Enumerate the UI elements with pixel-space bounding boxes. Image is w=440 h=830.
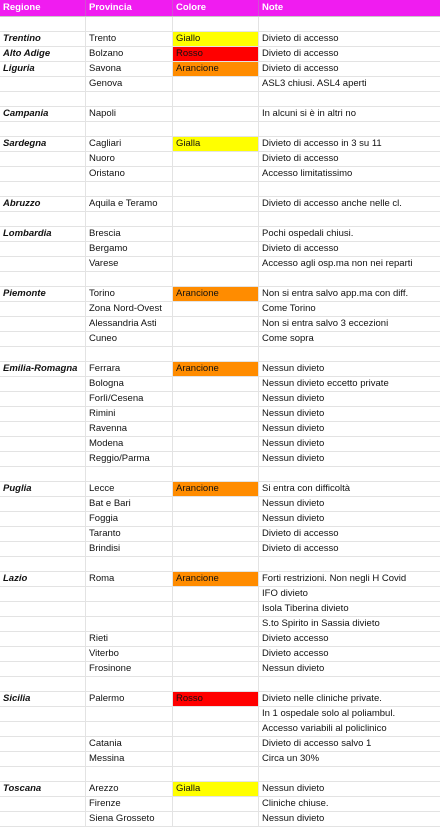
colore-cell[interactable] xyxy=(173,167,259,181)
regione-cell[interactable] xyxy=(0,377,86,391)
regione-cell[interactable]: Puglia xyxy=(0,482,86,496)
provincia-cell[interactable]: Nuoro xyxy=(86,152,173,166)
colore-cell[interactable] xyxy=(173,77,259,91)
note-cell[interactable]: Accesso agli osp.ma non nei reparti xyxy=(262,258,413,269)
colore-cell[interactable]: Arancione xyxy=(173,482,259,496)
provincia-cell[interactable]: Cuneo xyxy=(86,332,173,346)
regione-cell[interactable] xyxy=(0,392,86,406)
note-cell[interactable]: Nessun divieto xyxy=(262,393,325,404)
provincia-cell[interactable]: Brescia xyxy=(86,227,173,241)
note-cell[interactable]: Nessun divieto xyxy=(262,513,325,524)
table-row xyxy=(0,377,440,392)
colore-cell[interactable] xyxy=(173,467,259,481)
colore-cell[interactable] xyxy=(173,452,259,466)
note-cell[interactable]: Divieto di accesso xyxy=(262,33,339,44)
provincia-cell[interactable]: Trento xyxy=(86,32,173,46)
colore-cell[interactable] xyxy=(173,812,259,826)
table-row xyxy=(0,317,440,332)
table-row xyxy=(0,452,440,467)
regione-cell[interactable] xyxy=(0,437,86,451)
note-cell[interactable]: Nessun divieto xyxy=(262,813,325,824)
provincia-cell[interactable]: Siena Grosseto xyxy=(86,812,173,826)
table-row xyxy=(0,167,440,182)
regione-cell[interactable] xyxy=(0,257,86,271)
regione-cell[interactable] xyxy=(0,167,86,181)
note-cell[interactable] xyxy=(259,347,440,361)
table-row xyxy=(0,242,440,257)
note-cell[interactable]: Divieto di accesso anche nelle cl. xyxy=(262,198,402,209)
colore-cell[interactable] xyxy=(173,587,259,601)
note-cell[interactable] xyxy=(259,677,440,691)
table-row xyxy=(0,557,440,572)
colore-cell[interactable] xyxy=(173,647,259,661)
table-row xyxy=(0,17,440,32)
colore-cell[interactable] xyxy=(173,392,259,406)
regione-cell[interactable] xyxy=(0,452,86,466)
regione-cell[interactable] xyxy=(0,752,86,766)
table-row xyxy=(0,332,440,347)
table-row xyxy=(0,257,440,272)
regione-cell[interactable]: Lombardia xyxy=(0,227,86,241)
table-row xyxy=(0,497,440,512)
table-row xyxy=(0,587,440,602)
note-cell[interactable]: Nessun divieto xyxy=(262,663,325,674)
colore-cell[interactable]: Gialla xyxy=(173,782,259,796)
note-cell[interactable]: Isola Tiberina divieto xyxy=(262,603,349,614)
table-row xyxy=(0,647,440,662)
provincia-cell[interactable]: Messina xyxy=(86,752,173,766)
note-cell[interactable]: Divieto di accesso in 3 su 11 xyxy=(262,138,382,149)
provincia-cell[interactable]: Ferrara xyxy=(86,362,173,376)
table-row xyxy=(0,767,440,782)
provincia-cell[interactable]: Aquila e Teramo xyxy=(86,197,173,211)
provincia-cell[interactable]: Catania xyxy=(86,737,173,751)
table-row xyxy=(0,77,440,92)
regione-cell[interactable] xyxy=(0,557,86,571)
regione-cell[interactable] xyxy=(0,527,86,541)
regione-cell[interactable] xyxy=(0,587,86,601)
provincia-cell[interactable] xyxy=(86,212,173,226)
note-cell[interactable]: Divieto di accesso xyxy=(262,153,339,164)
note-cell[interactable] xyxy=(259,557,440,571)
note-cell[interactable]: Nessun divieto xyxy=(262,423,325,434)
colore-cell[interactable] xyxy=(173,347,259,361)
table-row xyxy=(0,407,440,422)
regione-cell[interactable] xyxy=(0,707,86,721)
colore-cell[interactable] xyxy=(173,122,259,136)
note-cell[interactable] xyxy=(259,92,440,106)
regione-cell[interactable] xyxy=(0,722,86,736)
table-row xyxy=(0,32,440,47)
table-row xyxy=(0,422,440,437)
colore-cell[interactable] xyxy=(173,737,259,751)
colore-cell[interactable]: Arancione xyxy=(173,362,259,376)
colore-cell[interactable] xyxy=(173,527,259,541)
note-cell[interactable]: Divieto di accesso xyxy=(262,63,339,74)
provincia-cell[interactable] xyxy=(86,557,173,571)
provincia-cell[interactable]: Alessandria Asti xyxy=(86,317,173,331)
regione-cell[interactable] xyxy=(0,677,86,691)
provincia-cell[interactable]: Genova xyxy=(86,77,173,91)
colore-cell[interactable] xyxy=(173,632,259,646)
table-row xyxy=(0,602,440,617)
colore-cell[interactable] xyxy=(173,152,259,166)
regione-cell[interactable] xyxy=(0,407,86,421)
table-row xyxy=(0,107,440,122)
provincia-cell[interactable]: Viterbo xyxy=(86,647,173,661)
colore-cell[interactable] xyxy=(173,497,259,511)
colore-cell[interactable] xyxy=(173,557,259,571)
provincia-cell[interactable]: Modena xyxy=(86,437,173,451)
regione-cell[interactable] xyxy=(0,617,86,631)
regione-cell[interactable]: Liguria xyxy=(0,62,86,76)
header-note[interactable]: Note xyxy=(262,2,284,13)
note-cell[interactable]: Nessun divieto xyxy=(262,408,325,419)
header-regione[interactable]: Regione xyxy=(0,0,86,16)
note-cell[interactable]: Divieto di accesso xyxy=(262,543,339,554)
table-row xyxy=(0,752,440,767)
colore-cell[interactable]: Arancione xyxy=(173,287,259,301)
colore-cell[interactable]: Arancione xyxy=(173,572,259,586)
provincia-cell[interactable]: Savona xyxy=(86,62,173,76)
provincia-cell[interactable]: Forlì/Cesena xyxy=(86,392,173,406)
note-cell[interactable]: S.to Spirito in Sassia divieto xyxy=(262,618,380,629)
note-cell[interactable] xyxy=(259,467,440,481)
table-row xyxy=(0,737,440,752)
provincia-cell[interactable] xyxy=(86,602,173,616)
note-cell[interactable]: Forti restrizioni. Non negli H Covid xyxy=(262,573,407,584)
provincia-cell[interactable]: Bat e Bari xyxy=(86,497,173,511)
table-row xyxy=(0,722,440,737)
table-row xyxy=(0,287,440,302)
colore-cell[interactable] xyxy=(173,377,259,391)
note-cell[interactable]: Come Torino xyxy=(262,303,316,314)
provincia-cell[interactable]: Roma xyxy=(86,572,173,586)
colore-cell[interactable] xyxy=(173,242,259,256)
table-row xyxy=(0,617,440,632)
colore-cell[interactable] xyxy=(173,227,259,241)
colore-cell[interactable]: Arancione xyxy=(173,62,259,76)
regione-cell[interactable]: Lazio xyxy=(0,572,86,586)
provincia-cell[interactable]: Firenze xyxy=(86,797,173,811)
note-cell[interactable]: Circa un 30% xyxy=(262,753,320,764)
regione-cell[interactable]: Campania xyxy=(0,107,86,121)
note-cell[interactable] xyxy=(259,212,440,226)
colore-cell[interactable]: Rosso xyxy=(173,47,259,61)
regione-cell[interactable] xyxy=(0,662,86,676)
note-cell[interactable]: Nessun divieto xyxy=(262,783,325,794)
colore-cell[interactable] xyxy=(173,662,259,676)
table-row xyxy=(0,197,440,212)
provincia-cell[interactable]: Lecce xyxy=(86,482,173,496)
note-cell[interactable]: Divieto di accesso xyxy=(262,48,339,59)
regione-cell[interactable]: Piemonte xyxy=(0,287,86,301)
regione-cell[interactable] xyxy=(0,602,86,616)
regione-cell[interactable] xyxy=(0,542,86,556)
colore-cell[interactable] xyxy=(173,707,259,721)
table-row xyxy=(0,632,440,647)
colore-cell[interactable]: Rosso xyxy=(173,692,259,706)
provincia-cell[interactable] xyxy=(86,722,173,736)
note-cell[interactable]: Nessun divieto xyxy=(262,438,325,449)
table-row xyxy=(0,302,440,317)
table-row xyxy=(0,212,440,227)
note-cell[interactable]: Come sopra xyxy=(262,333,314,344)
note-cell[interactable]: Divieto di accesso xyxy=(262,528,339,539)
note-cell[interactable] xyxy=(259,272,440,286)
regione-cell[interactable] xyxy=(0,632,86,646)
provincia-cell[interactable]: Cagliari xyxy=(86,137,173,151)
colore-cell[interactable] xyxy=(173,182,259,196)
provincia-cell[interactable]: Arezzo xyxy=(86,782,173,796)
colore-cell[interactable] xyxy=(173,722,259,736)
table-row xyxy=(0,542,440,557)
regione-cell[interactable] xyxy=(0,17,86,31)
provincia-cell[interactable]: Varese xyxy=(86,257,173,271)
provincia-cell[interactable]: Rieti xyxy=(86,632,173,646)
table-row xyxy=(0,677,440,692)
colore-cell[interactable] xyxy=(173,212,259,226)
note-cell[interactable]: ASL3 chiusi. ASL4 aperti xyxy=(262,78,367,89)
header-row xyxy=(0,0,440,17)
regione-cell[interactable] xyxy=(0,332,86,346)
provincia-cell[interactable]: Foggia xyxy=(86,512,173,526)
regione-cell[interactable]: Sicilia xyxy=(0,692,86,706)
table-row xyxy=(0,92,440,107)
regione-cell[interactable] xyxy=(0,647,86,661)
table-row xyxy=(0,707,440,722)
table-row xyxy=(0,482,440,497)
table-row xyxy=(0,152,440,167)
note-cell[interactable]: Nessun divieto xyxy=(262,453,325,464)
table-row xyxy=(0,512,440,527)
colore-cell[interactable] xyxy=(173,197,259,211)
table-row xyxy=(0,692,440,707)
note-cell[interactable]: Divieto accesso xyxy=(262,633,329,644)
table-row xyxy=(0,272,440,287)
table-row xyxy=(0,572,440,587)
regione-cell[interactable] xyxy=(0,152,86,166)
note-cell[interactable] xyxy=(259,17,440,31)
note-cell[interactable]: IFO divieto xyxy=(262,588,308,599)
colore-cell[interactable]: Giallo xyxy=(173,32,259,46)
table-row xyxy=(0,527,440,542)
colore-cell[interactable] xyxy=(173,542,259,556)
provincia-cell[interactable] xyxy=(86,17,173,31)
provincia-cell[interactable]: Reggio/Parma xyxy=(86,452,173,466)
table-row xyxy=(0,347,440,362)
provincia-cell[interactable] xyxy=(86,347,173,361)
note-cell[interactable]: Divieto di accesso xyxy=(262,243,339,254)
note-cell[interactable]: Nessun divieto xyxy=(262,363,325,374)
regione-cell[interactable]: Sardegna xyxy=(0,137,86,151)
table-row xyxy=(0,797,440,812)
provincia-cell[interactable]: Bolzano xyxy=(86,47,173,61)
provincia-cell[interactable]: Frosinone xyxy=(86,662,173,676)
note-cell[interactable] xyxy=(259,182,440,196)
note-cell[interactable]: Accesso variabili al policlinico xyxy=(262,723,387,734)
note-cell[interactable]: Divieto di accesso salvo 1 xyxy=(262,738,372,749)
colore-cell[interactable]: Gialla xyxy=(173,137,259,151)
note-cell[interactable]: Cliniche chiuse. xyxy=(262,798,329,809)
provincia-cell[interactable] xyxy=(86,92,173,106)
regione-cell[interactable] xyxy=(0,77,86,91)
provincia-cell[interactable]: Napoli xyxy=(86,107,173,121)
table-row xyxy=(0,182,440,197)
table-row xyxy=(0,812,440,827)
note-cell[interactable]: Divieto nelle cliniche private. xyxy=(262,693,382,704)
regione-cell[interactable] xyxy=(0,242,86,256)
header-provincia[interactable]: Provincia xyxy=(86,0,173,16)
colore-cell[interactable] xyxy=(173,257,259,271)
colore-cell[interactable] xyxy=(173,752,259,766)
colore-cell[interactable] xyxy=(173,617,259,631)
regione-cell[interactable] xyxy=(0,467,86,481)
provincia-cell[interactable]: Bologna xyxy=(86,377,173,391)
provincia-cell[interactable] xyxy=(86,707,173,721)
provincia-cell[interactable]: Zona Nord-Ovest xyxy=(86,302,173,316)
provincia-cell[interactable] xyxy=(86,182,173,196)
colore-cell[interactable] xyxy=(173,302,259,316)
table-row xyxy=(0,47,440,62)
regione-cell[interactable]: Trentino xyxy=(0,32,86,46)
provincia-cell[interactable] xyxy=(86,767,173,781)
colore-cell[interactable] xyxy=(173,272,259,286)
regione-cell[interactable]: Toscana xyxy=(0,782,86,796)
regione-cell[interactable] xyxy=(0,497,86,511)
colore-cell[interactable] xyxy=(173,107,259,121)
regione-cell[interactable] xyxy=(0,212,86,226)
table-row xyxy=(0,392,440,407)
regione-cell[interactable] xyxy=(0,302,86,316)
provincia-cell[interactable]: Brindisi xyxy=(86,542,173,556)
provincia-cell[interactable]: Taranto xyxy=(86,527,173,541)
regione-cell[interactable] xyxy=(0,422,86,436)
regione-cell[interactable] xyxy=(0,512,86,526)
colore-cell[interactable] xyxy=(173,332,259,346)
note-cell[interactable]: Nessun divieto eccetto private xyxy=(262,378,389,389)
note-cell[interactable]: In 1 ospedale solo al poliambul. xyxy=(262,708,396,719)
note-cell[interactable]: Pochi ospedali chiusi. xyxy=(262,228,354,239)
colore-cell[interactable] xyxy=(173,512,259,526)
provincia-cell[interactable] xyxy=(86,272,173,286)
regione-cell[interactable]: Emilia-Romagna xyxy=(0,362,86,376)
provincia-cell[interactable] xyxy=(86,467,173,481)
provincia-cell[interactable]: Bergamo xyxy=(86,242,173,256)
table-row xyxy=(0,437,440,452)
table-row xyxy=(0,782,440,797)
provincia-cell[interactable]: Palermo xyxy=(86,692,173,706)
colore-cell[interactable] xyxy=(173,92,259,106)
regione-cell[interactable] xyxy=(0,797,86,811)
regione-cell[interactable] xyxy=(0,92,86,106)
note-cell[interactable]: Si entra con difficoltà xyxy=(262,483,351,494)
table-row xyxy=(0,362,440,377)
note-cell[interactable]: Non si entra salvo app.ma con diff. xyxy=(262,288,409,299)
colore-cell[interactable] xyxy=(173,407,259,421)
table-row xyxy=(0,227,440,242)
provincia-cell[interactable]: Ravenna xyxy=(86,422,173,436)
table-row xyxy=(0,662,440,677)
regione-cell[interactable] xyxy=(0,347,86,361)
colore-cell[interactable] xyxy=(173,677,259,691)
regione-cell[interactable] xyxy=(0,317,86,331)
colore-cell[interactable] xyxy=(173,602,259,616)
colore-cell[interactable] xyxy=(173,437,259,451)
table-row xyxy=(0,467,440,482)
table-row xyxy=(0,62,440,77)
provincia-cell[interactable]: Rimini xyxy=(86,407,173,421)
table-row xyxy=(0,122,440,137)
provincia-cell[interactable] xyxy=(86,677,173,691)
provincia-cell[interactable]: Oristano xyxy=(86,167,173,181)
header-colore[interactable]: Colore xyxy=(173,0,259,16)
regione-cell[interactable] xyxy=(0,272,86,286)
regione-cell[interactable] xyxy=(0,737,86,751)
note-cell[interactable]: Divieto accesso xyxy=(262,648,329,659)
regione-cell[interactable] xyxy=(0,122,86,136)
colore-cell[interactable] xyxy=(173,767,259,781)
table-row xyxy=(0,137,440,152)
note-cell[interactable] xyxy=(259,122,440,136)
regione-cell[interactable] xyxy=(0,182,86,196)
provincia-cell[interactable] xyxy=(86,122,173,136)
colore-cell[interactable] xyxy=(173,317,259,331)
provincia-cell[interactable] xyxy=(86,587,173,601)
regione-cell[interactable] xyxy=(0,812,86,826)
note-cell[interactable]: In alcuni si è in altri no xyxy=(262,108,356,119)
note-cell[interactable]: Non si entra salvo 3 eccezioni xyxy=(262,318,389,329)
colore-cell[interactable] xyxy=(173,422,259,436)
note-cell[interactable]: Nessun divieto xyxy=(262,498,325,509)
note-cell[interactable]: Accesso limitatissimo xyxy=(262,168,353,179)
colore-cell[interactable] xyxy=(173,797,259,811)
regione-cell[interactable]: Abruzzo xyxy=(0,197,86,211)
note-cell[interactable] xyxy=(259,767,440,781)
regione-cell[interactable]: Alto Adige xyxy=(0,47,86,61)
colore-cell[interactable] xyxy=(173,17,259,31)
provincia-cell[interactable] xyxy=(86,617,173,631)
provincia-cell[interactable]: Torino xyxy=(86,287,173,301)
regione-cell[interactable] xyxy=(0,767,86,781)
